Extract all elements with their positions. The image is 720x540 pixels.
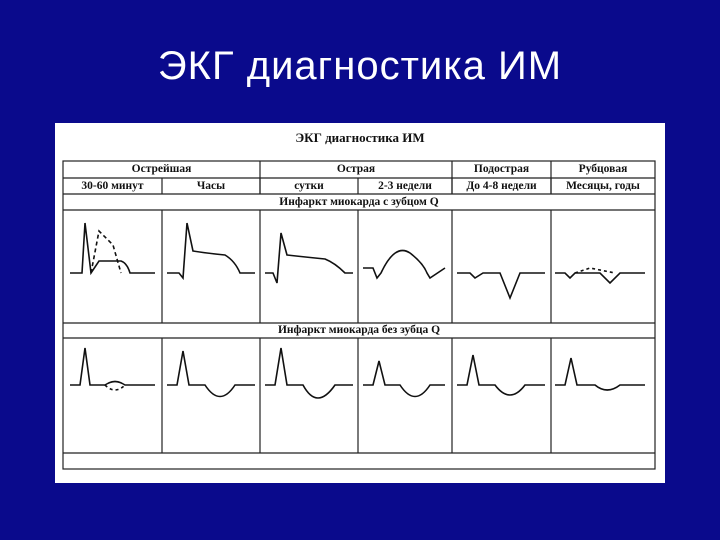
duration-hours: Часы — [196, 180, 226, 192]
duration-weeks: 2-3 недели — [378, 180, 432, 192]
stage-scar: Рубцовая — [578, 163, 628, 175]
stage-hyperacute: Острейшая — [131, 163, 192, 175]
duration-scar: Месяцы, годы — [566, 180, 640, 192]
ecg-table-image — [55, 123, 665, 483]
duration-subacute: До 4-8 недели — [466, 180, 537, 192]
duration-days: сутки — [294, 180, 324, 192]
stage-subacute: Подострая — [473, 163, 530, 175]
slide-title: ЭКГ диагностика ИМ — [157, 44, 563, 88]
section-q-wave: Инфаркт миокарда с зубцом Q — [279, 196, 439, 208]
stage-acute: Острая — [336, 163, 376, 175]
section-non-q-wave: Инфаркт миокарда без зубца Q — [277, 324, 441, 336]
table-title: ЭКГ диагностика ИМ — [295, 130, 425, 145]
ecg-table-grid — [55, 123, 665, 483]
duration-minutes: 30-60 минут — [81, 180, 144, 192]
